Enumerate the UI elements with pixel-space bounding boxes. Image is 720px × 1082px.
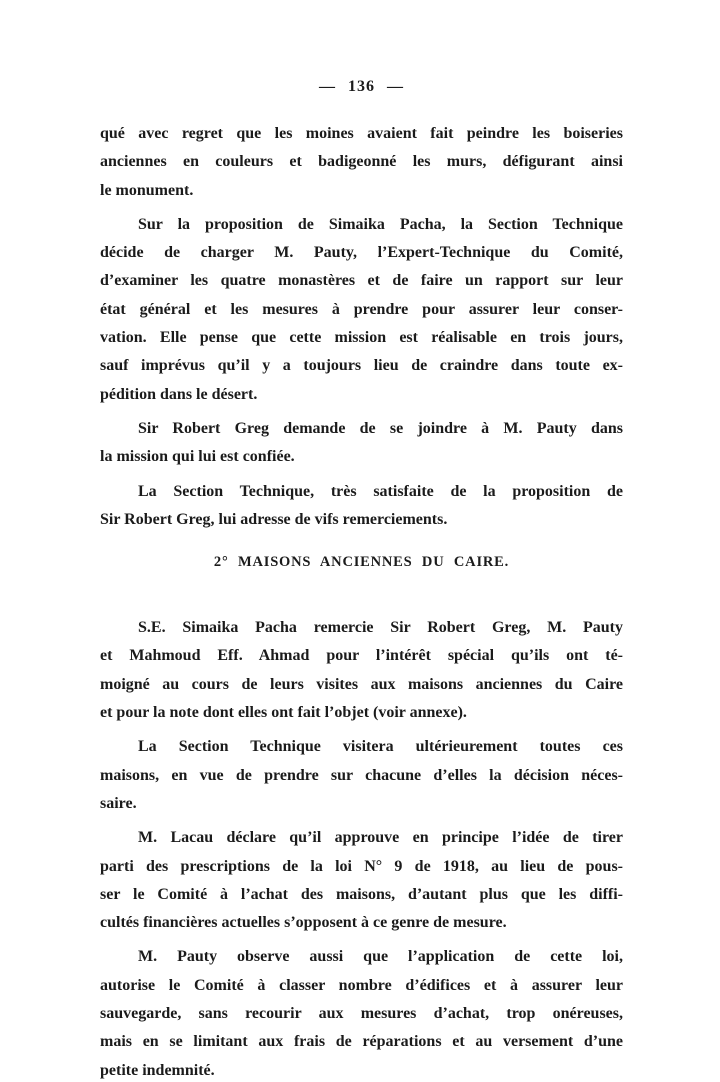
text-line: et pour la note dont elles ont fait l’objet (voir annexe). bbox=[100, 704, 467, 722]
text-line: ser le Comité à l’achat des maisons, d’autant plus que les diffi- bbox=[100, 885, 623, 903]
paragraph bbox=[100, 943, 623, 1082]
text-line: la mission qui lui est confiée. bbox=[100, 448, 295, 466]
page-text bbox=[100, 120, 623, 1082]
text-line: décide de charger M. Pauty, l’Expert-Technique du Comité, bbox=[100, 244, 623, 262]
text-line: cultés financières actuelles s’opposent à ce genre de mesure. bbox=[100, 914, 507, 932]
text-line: M. Pauty observe aussi que l’application de cette loi, bbox=[138, 948, 623, 966]
paragraph bbox=[100, 733, 623, 818]
paragraph bbox=[100, 415, 623, 472]
paragraph bbox=[100, 120, 623, 205]
text-line: pédition dans le désert. bbox=[100, 385, 258, 403]
text-line: vation. Elle pense que cette mission est réalisable en trois jours, bbox=[100, 329, 623, 347]
text-line: sauvegarde, sans recourir aux mesures d’achat, trop onéreuses, bbox=[100, 1005, 623, 1023]
paragraph bbox=[100, 211, 623, 409]
section-heading: 2° MAISONS ANCIENNES DU CAIRE. bbox=[213, 554, 510, 571]
text-line: qué avec regret que les moines avaient fait peindre les boiseries bbox=[100, 125, 623, 142]
text-line: moigné au cours de leurs visites aux maisons anciennes du Caire bbox=[100, 675, 623, 693]
text-line: maisons, en vue de prendre sur chacune d’elles la décision néces- bbox=[100, 766, 623, 784]
text-line: parti des prescriptions de la loi N° 9 de 1918, au lieu de pous- bbox=[100, 857, 623, 875]
text-line: saire. bbox=[100, 794, 137, 812]
text-line: La Section Technique visitera ultérieurement toutes ces bbox=[138, 738, 623, 756]
text-line: sauf imprévus qu’il y a toujours lieu de craindre dans toute ex- bbox=[100, 357, 623, 375]
text-line: Sir Robert Greg, lui adresse de vifs remerciements. bbox=[100, 510, 448, 528]
text-line: le monument. bbox=[100, 181, 194, 199]
text-line: Sur la proposition de Simaika Pacha, la Section Technique bbox=[138, 215, 623, 233]
paragraph bbox=[100, 478, 623, 535]
text-line: La Section Technique, très satisfaite de la proposition de bbox=[138, 482, 623, 500]
paragraph bbox=[100, 824, 623, 937]
text-line: M. Lacau déclare qu’il approuve en principe l’idée de tirer bbox=[138, 829, 623, 847]
text-line: Sir Robert Greg demande de se joindre à M. Pauty dans bbox=[138, 419, 623, 437]
text-line: d’examiner les quatre monastères et de faire un rapport sur leur bbox=[100, 272, 623, 290]
text-line: autorise le Comité à classer nombre d’édifices et à assurer leur bbox=[100, 976, 623, 994]
text-line: mais en se limitant aux frais de réparations et au versement d’une bbox=[100, 1033, 623, 1051]
text-line: et Mahmoud Eff. Ahmad pour l’intérêt spécial qu’ils ont té- bbox=[100, 647, 623, 665]
text-line: anciennes en couleurs et badigeonné les murs, défigurant ainsi bbox=[100, 153, 623, 171]
text-line: S.E. Simaika Pacha remercie Sir Robert Greg, M. Pauty bbox=[138, 619, 623, 637]
paragraph bbox=[100, 614, 623, 727]
text-line: état général et les mesures à prendre pour assurer leur conser- bbox=[100, 300, 623, 318]
text-line: petite indemnité. bbox=[100, 1061, 215, 1079]
page-number: — 136 — bbox=[319, 78, 404, 95]
